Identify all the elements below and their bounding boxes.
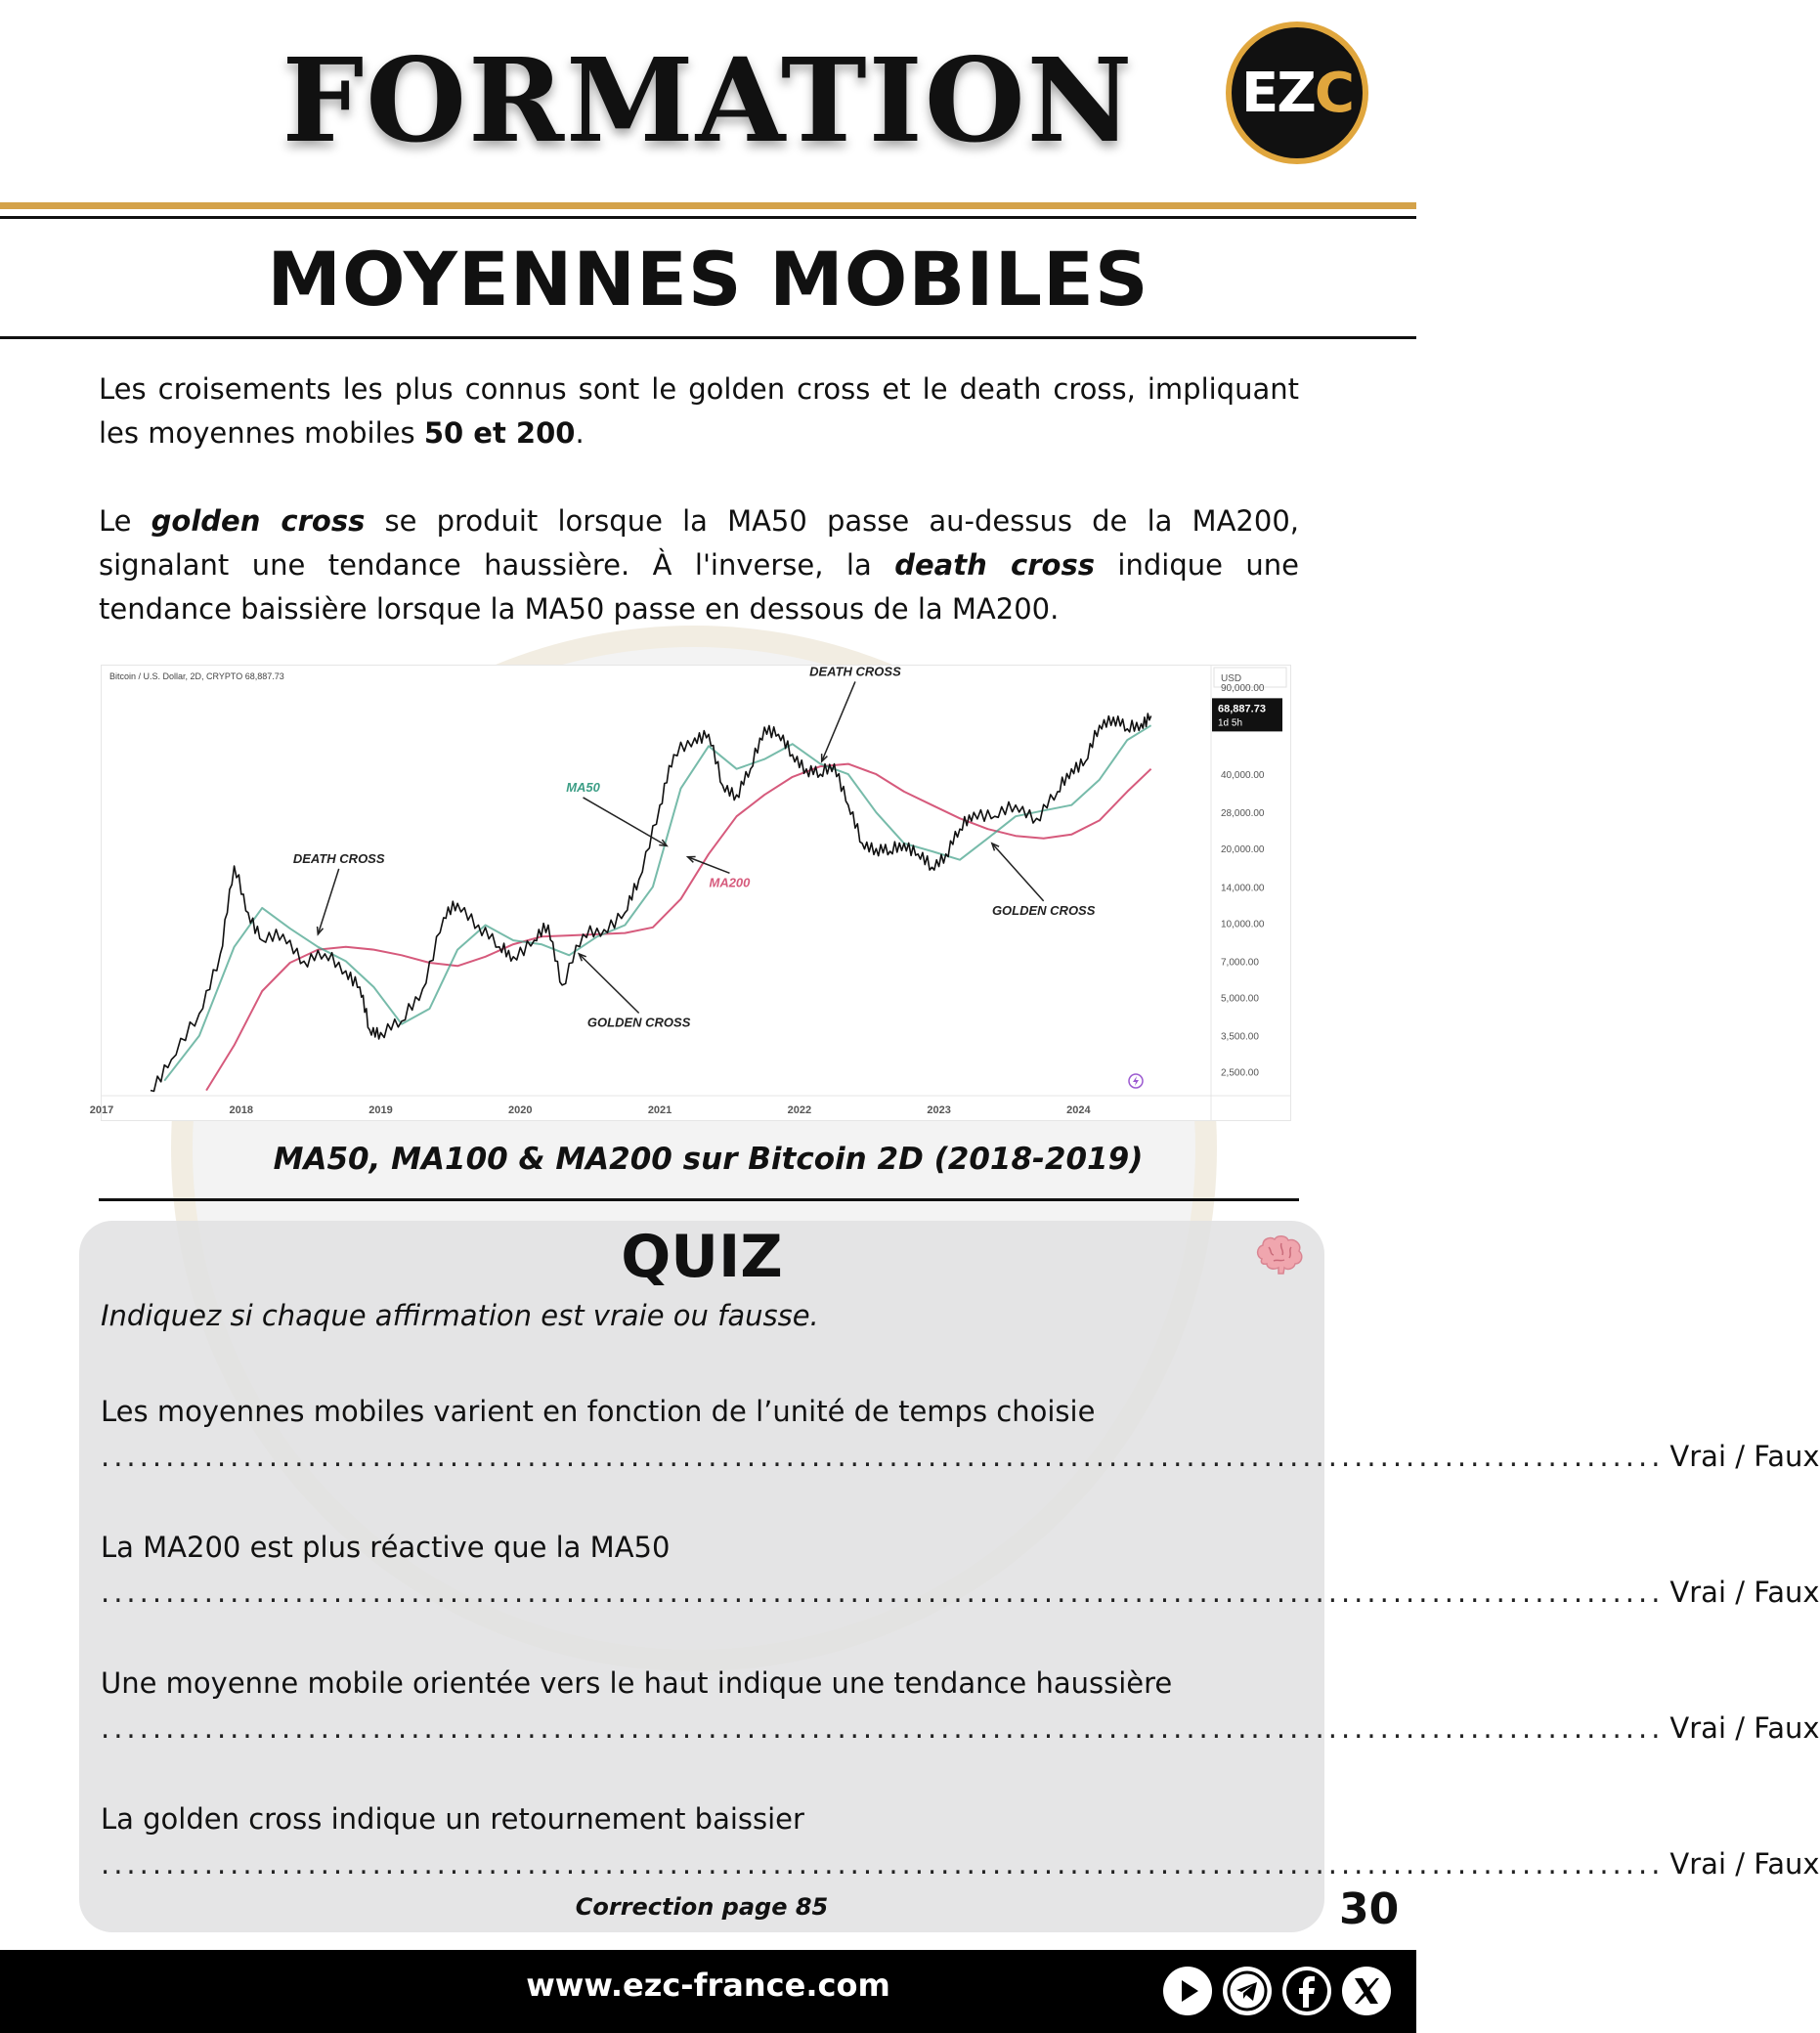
x-tick-label: 2019 bbox=[368, 1104, 393, 1116]
logo-text: EZ C bbox=[1232, 27, 1363, 158]
x-tick-label: 2023 bbox=[927, 1104, 951, 1116]
header-title: FORMATION bbox=[282, 32, 1135, 168]
x-tick-label: 2018 bbox=[229, 1104, 254, 1116]
divider bbox=[0, 216, 1416, 219]
y-tick-label: 3,500.00 bbox=[1221, 1031, 1259, 1043]
text: indique une tendance baissière lorsque la MA50 passe en dessous de la MA200. bbox=[99, 548, 1300, 626]
x-tick-label: 2020 bbox=[508, 1104, 533, 1116]
ezc-logo bbox=[1226, 22, 1368, 164]
brain-icon bbox=[1254, 1233, 1305, 1276]
y-tick-label: 14,000.00 bbox=[1221, 883, 1265, 894]
answer-choice[interactable]: Vrai / Faux bbox=[1669, 1440, 1820, 1473]
y-tick-label: 20,000.00 bbox=[1221, 844, 1265, 856]
annotation-arrow bbox=[318, 869, 338, 934]
answer-choice[interactable]: Vrai / Faux bbox=[1669, 1847, 1820, 1881]
gold-divider bbox=[0, 202, 1416, 209]
golden-cross-term: golden cross bbox=[151, 504, 366, 538]
ma200-line bbox=[206, 764, 1151, 1091]
annotation-arrow bbox=[584, 798, 668, 846]
divider bbox=[0, 336, 1416, 339]
y-tick-label: 10,000.00 bbox=[1221, 919, 1265, 930]
bold-text: 50 et 200 bbox=[423, 416, 576, 450]
text: Le bbox=[99, 504, 152, 538]
annotation-label: DEATH CROSS bbox=[809, 664, 901, 679]
annotation-arrow bbox=[688, 857, 730, 874]
price-tag-countdown: 1d 5h bbox=[1218, 717, 1243, 729]
youtube-icon[interactable] bbox=[1163, 1967, 1212, 2015]
divider bbox=[99, 1198, 1299, 1201]
death-cross-term: death cross bbox=[894, 548, 1095, 582]
annotation-arrow bbox=[579, 954, 638, 1014]
x-twitter-icon[interactable] bbox=[1342, 1967, 1391, 2015]
y-axis-ticks bbox=[1221, 683, 1265, 1078]
price-tag-value: 68,887.73 bbox=[1218, 703, 1266, 715]
footer-url-link[interactable]: www.ezc-france.com bbox=[526, 1967, 890, 2004]
annotation-label: MA200 bbox=[709, 875, 751, 890]
price-tag bbox=[1212, 698, 1282, 731]
question-text: Une moyenne mobile orientée vers le haut indique une tendance haussière bbox=[101, 1666, 1173, 1700]
chart-title: Bitcoin / U.S. Dollar, 2D, CRYPTO 68,887.73 bbox=[109, 671, 284, 681]
annotation-arrow bbox=[992, 843, 1044, 901]
dotted-line: ......................................................................................................................... bbox=[101, 1711, 1665, 1745]
currency-label: USD bbox=[1221, 673, 1242, 684]
annotation-label: GOLDEN CROSS bbox=[586, 1015, 691, 1030]
chart-svg bbox=[89, 664, 1290, 1120]
text: se produit lorsque la MA50 passe au-dessus de la MA200, signalant une tendance haussière. À l'inverse, la bbox=[99, 504, 1299, 582]
y-tick-label: 90,000.00 bbox=[1221, 683, 1265, 695]
quiz-question bbox=[101, 1664, 1820, 1748]
dotted-line: ......................................................................................................................... bbox=[101, 1440, 1665, 1473]
quiz-title: QUIZ bbox=[621, 1223, 783, 1291]
page-number: 30 bbox=[1339, 1884, 1400, 1934]
y-tick-label: 7,000.00 bbox=[1221, 957, 1259, 969]
annotation-label: GOLDEN CROSS bbox=[991, 902, 1096, 918]
quiz-question bbox=[101, 1528, 1820, 1612]
correction-note: Correction page 85 bbox=[575, 1893, 829, 1921]
y-tick-label: 2,500.00 bbox=[1221, 1067, 1259, 1079]
bolt-icon bbox=[1129, 1074, 1143, 1088]
quiz-instruction: Indiquez si chaque affirmation est vraie ou fausse. bbox=[101, 1299, 819, 1332]
x-tick-label: 2021 bbox=[647, 1104, 672, 1116]
y-tick-label: 40,000.00 bbox=[1221, 770, 1265, 782]
question-text: La MA200 est plus réactive que la MA50 bbox=[101, 1531, 671, 1564]
quiz-question bbox=[101, 1392, 1820, 1476]
intro-paragraph-2 bbox=[99, 499, 1299, 631]
quiz-question bbox=[101, 1799, 1820, 1883]
answer-choice[interactable]: Vrai / Faux bbox=[1669, 1711, 1820, 1745]
y-tick-label: 5,000.00 bbox=[1221, 993, 1259, 1005]
x-tick-label: 2017 bbox=[89, 1104, 114, 1116]
x-tick-label: 2022 bbox=[787, 1104, 812, 1116]
dotted-line: ......................................................................................................................... bbox=[101, 1576, 1665, 1609]
question-text: Les moyennes mobiles varient en fonction de l’unité de temps choisie bbox=[101, 1395, 1096, 1428]
x-axis-ticks bbox=[90, 1104, 1092, 1116]
answer-choice[interactable]: Vrai / Faux bbox=[1669, 1576, 1820, 1609]
dotted-line: ......................................................................................................................... bbox=[101, 1847, 1665, 1881]
annotation-label: MA50 bbox=[566, 779, 600, 795]
question-text: La golden cross indique un retournement baissier bbox=[101, 1802, 804, 1836]
telegram-icon[interactable] bbox=[1223, 1967, 1272, 2015]
x-tick-label: 2024 bbox=[1066, 1104, 1091, 1116]
bitcoin-chart bbox=[89, 664, 1291, 1121]
facebook-icon[interactable] bbox=[1282, 1967, 1331, 2015]
text: . bbox=[575, 416, 585, 450]
text: Les croisements les plus connus sont le golden cross et le death cross, impliquant les moyennes mobiles bbox=[99, 372, 1299, 450]
chart-caption: MA50, MA100 & MA200 sur Bitcoin 2D (2018-2019) bbox=[273, 1142, 1144, 1177]
annotation-arrow bbox=[822, 681, 855, 761]
annotation-label: DEATH CROSS bbox=[292, 850, 385, 866]
section-title: MOYENNES MOBILES bbox=[267, 236, 1149, 323]
intro-paragraph-1 bbox=[99, 368, 1299, 455]
y-tick-label: 28,000.00 bbox=[1221, 808, 1265, 820]
